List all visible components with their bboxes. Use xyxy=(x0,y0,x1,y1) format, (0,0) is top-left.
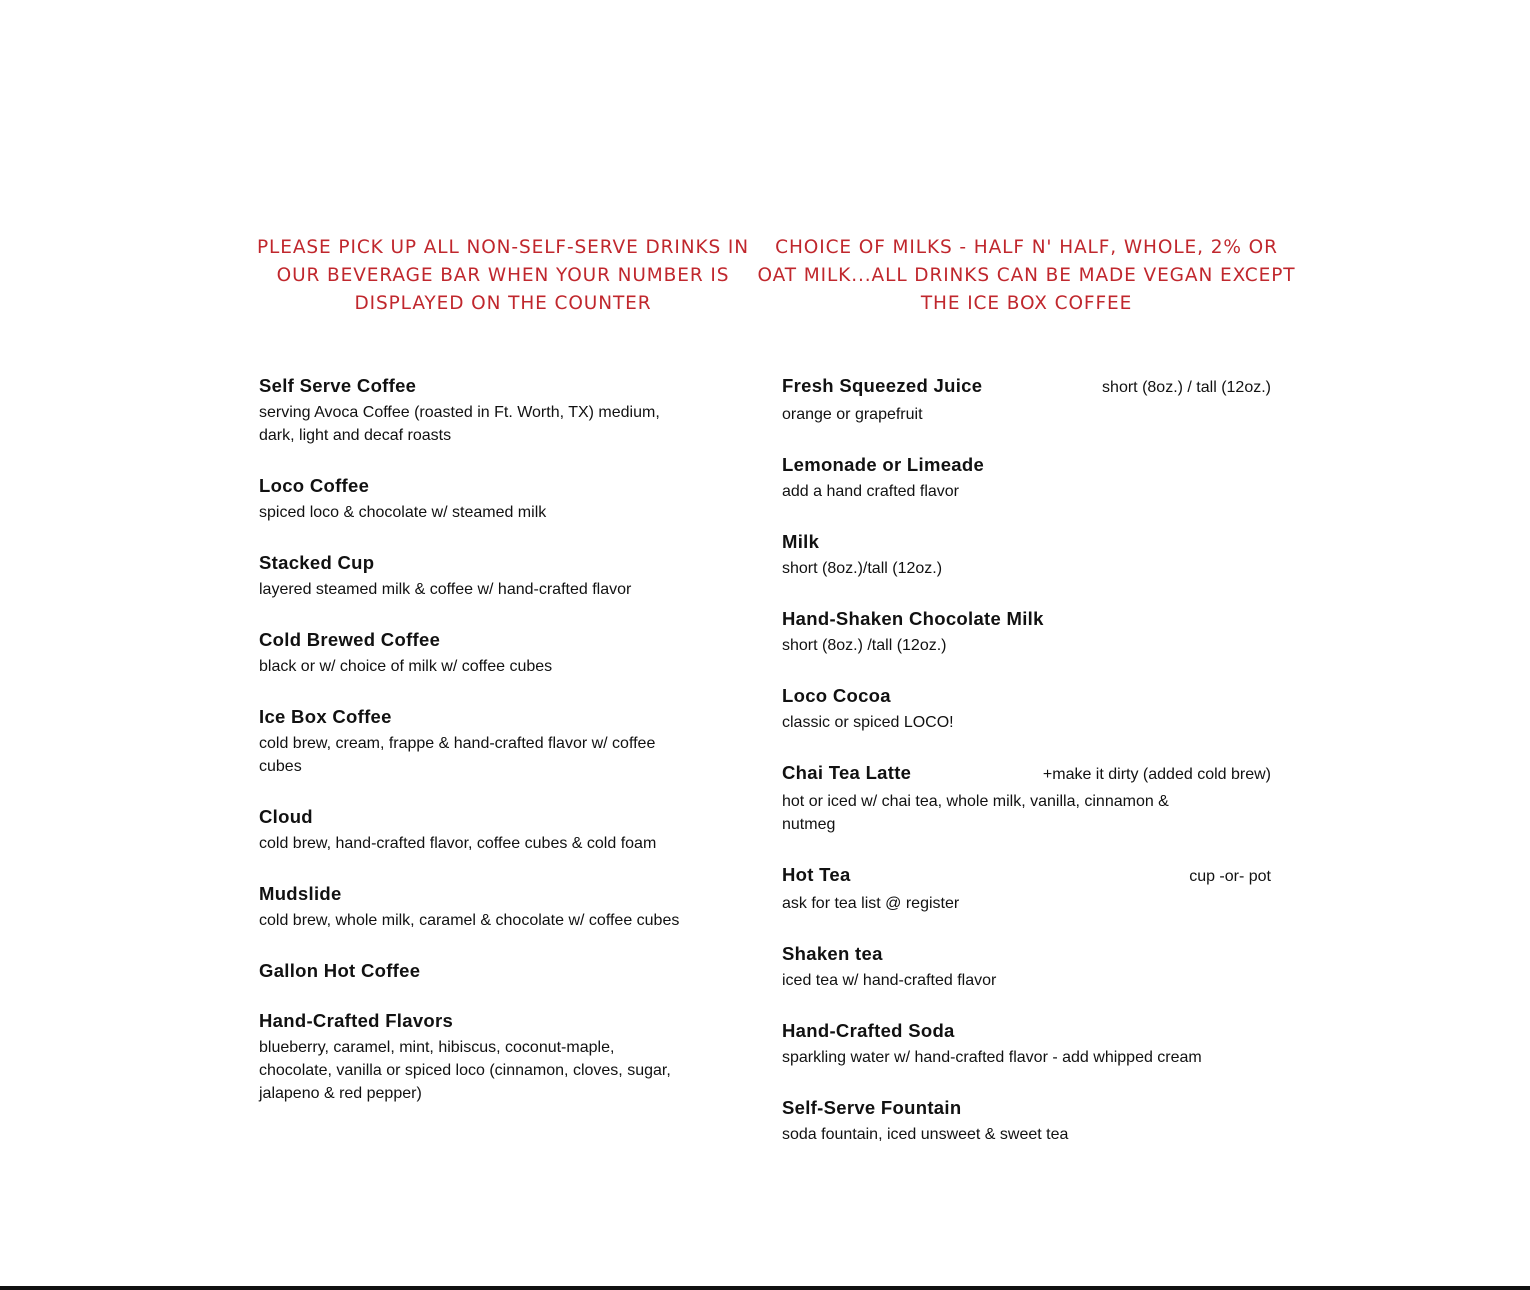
menu-item-description: classic or spiced LOCO! xyxy=(782,714,954,731)
menu-item-name: Milk xyxy=(782,531,820,552)
menu-item xyxy=(782,1097,1271,1146)
left-menu-list xyxy=(259,375,747,1105)
menu-item-name: Gallon Hot Coffee xyxy=(259,960,421,981)
menu-item-header xyxy=(782,1097,1271,1119)
menu-item xyxy=(259,883,747,932)
bottom-divider xyxy=(0,1286,1530,1290)
menu-item-header xyxy=(259,960,747,982)
menu-item-header xyxy=(259,629,747,651)
menu-item-name: Self-Serve Fountain xyxy=(782,1097,962,1118)
menu-item-name: Fresh Squeezed Juice xyxy=(782,375,983,396)
menu-item-header xyxy=(782,608,1271,630)
menu-item-header xyxy=(782,864,1271,888)
menu-item-description: orange or grapefruit xyxy=(782,406,923,423)
menu-item-description: spiced loco & chocolate w/ steamed milk xyxy=(259,504,547,521)
menu-item-header xyxy=(259,706,747,728)
menu-item xyxy=(782,685,1271,734)
menu-item-header xyxy=(259,552,747,574)
menu-item-description: short (8oz.)/tall (12oz.) xyxy=(782,560,943,577)
menu-item-name: Self Serve Coffee xyxy=(259,375,417,396)
menu-item xyxy=(259,375,747,447)
menu-item-name: Hand-Shaken Chocolate Milk xyxy=(782,608,1044,629)
menu-item-size-note: cup -or- pot xyxy=(1189,868,1271,885)
menu-item-description: blueberry, caramel, mint, hibiscus, coconut-maple, chocolate, vanilla or spiced loco (cinnamon, cloves, sugar, jalapeno & red pepper) xyxy=(259,1039,671,1102)
menu-item-name: Cloud xyxy=(259,806,313,827)
menu-item-description: black or w/ choice of milk w/ coffee cubes xyxy=(259,658,553,675)
menu-item-name: Lemonade or Limeade xyxy=(782,454,985,475)
menu-item-name: Loco Coffee xyxy=(259,475,370,496)
menu-item-header xyxy=(782,1020,1271,1042)
menu-item-header xyxy=(259,1010,747,1032)
menu-item-name: Loco Cocoa xyxy=(782,685,891,706)
menu-item-description: cold brew, whole milk, caramel & chocolate w/ coffee cubes xyxy=(259,912,680,929)
menu-item-description: ask for tea list @ register xyxy=(782,895,960,912)
menu-item-header xyxy=(782,943,1271,965)
menu-item-description: cold brew, hand-crafted flavor, coffee cubes & cold foam xyxy=(259,835,657,852)
menu-item-name: Cold Brewed Coffee xyxy=(259,629,441,650)
menu-item-name: Mudslide xyxy=(259,883,342,904)
menu-item xyxy=(259,806,747,855)
menu-item-description: sparkling water w/ hand-crafted flavor - add whipped cream xyxy=(782,1049,1202,1066)
menu-item-name: Stacked Cup xyxy=(259,552,375,573)
menu-item-header xyxy=(259,883,747,905)
milk-choice-notice: CHOICE OF MILKS - HALF N' HALF, WHOLE, 2% OR OAT MILK...ALL DRINKS CAN BE MADE VEGAN EXCEPT THE ICE BOX COFFEE xyxy=(757,237,1296,314)
menu-item-name: Chai Tea Latte xyxy=(782,762,912,783)
menu-item-header xyxy=(782,762,1271,786)
menu-item xyxy=(782,531,1271,580)
menu-item-header xyxy=(782,685,1271,707)
menu-item-header xyxy=(782,531,1271,553)
menu-item-description: add a hand crafted flavor xyxy=(782,483,960,500)
menu-item-description: soda fountain, iced unsweet & sweet tea xyxy=(782,1126,1069,1143)
menu-item-name: Ice Box Coffee xyxy=(259,706,392,727)
menu-item xyxy=(259,629,747,678)
pickup-notice: PLEASE PICK UP ALL NON-SELF-SERVE DRINKS IN OUR BEVERAGE BAR WHEN YOUR NUMBER IS DISPLAYED ON THE COUNTER xyxy=(256,237,749,314)
menu-item xyxy=(259,552,747,601)
menu-item xyxy=(782,943,1271,992)
menu-item-description: cold brew, cream, frappe & hand-crafted flavor w/ coffee cubes xyxy=(259,735,656,775)
menu-item-description: iced tea w/ hand-crafted flavor xyxy=(782,972,997,989)
menu-item xyxy=(782,454,1271,503)
right-menu-list xyxy=(782,375,1271,1146)
menu-item-header xyxy=(782,454,1271,476)
menu-item-description: hot or iced w/ chai tea, whole milk, vanilla, cinnamon & nutmeg xyxy=(782,793,1169,833)
menu-item-name: Hand-Crafted Flavors xyxy=(259,1010,454,1031)
menu-item xyxy=(259,475,747,524)
menu-item xyxy=(782,375,1271,426)
menu-item-header xyxy=(782,375,1271,399)
menu-item xyxy=(259,706,747,778)
menu-item-description: layered steamed milk & coffee w/ hand-crafted flavor xyxy=(259,581,632,598)
menu-item-header xyxy=(259,375,747,397)
menu-item-name: Hot Tea xyxy=(782,864,851,885)
left-menu-column xyxy=(256,234,749,1133)
menu-item xyxy=(782,864,1271,915)
menu-item-size-note: +make it dirty (added cold brew) xyxy=(1042,766,1271,783)
menu-item-header xyxy=(259,475,747,497)
menu-item xyxy=(782,762,1271,836)
menu-item-name: Shaken tea xyxy=(782,943,883,964)
menu-item xyxy=(782,608,1271,657)
menu-item-description: serving Avoca Coffee (roasted in Ft. Worth, TX) medium, dark, light and decaf roasts xyxy=(259,404,660,444)
menu-item-header xyxy=(259,806,747,828)
menu-item-name: Hand-Crafted Soda xyxy=(782,1020,955,1041)
menu-item-size-note: short (8oz.) / tall (12oz.) xyxy=(1102,379,1271,396)
menu-item-description: short (8oz.) /tall (12oz.) xyxy=(782,637,947,654)
menu-item xyxy=(782,1020,1271,1069)
menu-item xyxy=(259,1010,747,1105)
menu-item xyxy=(259,960,747,982)
right-menu-column xyxy=(757,234,1296,1174)
